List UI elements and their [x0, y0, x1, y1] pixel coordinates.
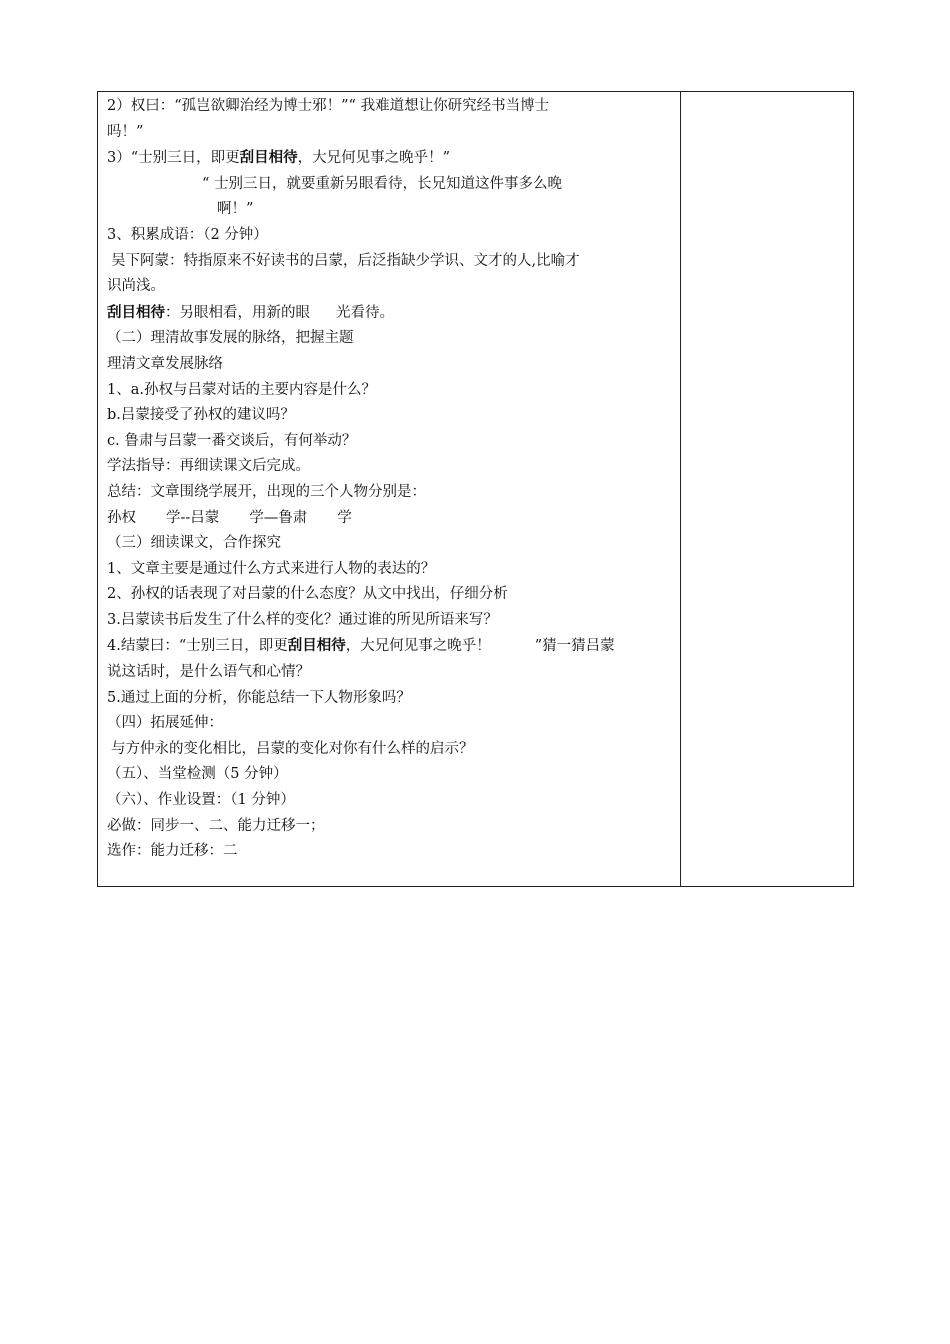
- text-span: 学: [337, 509, 352, 526]
- text-span: 孙权: [107, 509, 136, 526]
- text-line: 识尚浅。: [107, 278, 165, 295]
- text-line: 理清文章发展脉络: [107, 355, 223, 372]
- text-line: （三）细读课文，合作探究: [107, 535, 281, 552]
- text-span: ：另眼相看，用新的眼: [165, 304, 310, 321]
- text-line: b.吕蒙接受了孙权的建议吗？: [107, 407, 295, 424]
- text-line: [107, 300, 672, 327]
- idiom-term: 刮目相待: [107, 303, 165, 321]
- text-line: 3、积累成语：（2 分钟）: [107, 226, 268, 243]
- text-line: 啊！”: [217, 201, 254, 218]
- text-span: 学--吕蒙: [166, 509, 220, 526]
- text-line: [107, 145, 672, 172]
- text-span: 3）“士别三日，即更: [107, 150, 240, 167]
- text-span: 学—鲁肃: [249, 509, 308, 526]
- text-line: 2）权曰：“孤岂欲卿治经为博士邪！”“ 我难道想让你研究经书当博士: [107, 98, 550, 114]
- text-line: （六）、作业设置：（1 分钟）: [107, 792, 295, 809]
- text-line: 选作：能力迁移：二: [107, 843, 238, 860]
- text-line: c. 鲁肃与吕蒙一番交谈后，有何举动？: [107, 432, 357, 449]
- content-cell: [98, 92, 681, 887]
- text-line: “ 士别三日，就要重新另眼看待，长兄知道这件事多么晚: [202, 175, 563, 192]
- text-line: 吴下阿蒙：特指原来不好读书的吕蒙，后泛指缺少学识、文才的人,比喻才: [111, 252, 580, 269]
- text-line: 学法指导：再细读课文后完成。: [107, 458, 310, 475]
- text-span: 光看待。: [336, 304, 394, 321]
- text-line: 必做：同步一、二、能力迁移一；: [107, 817, 325, 834]
- text-line: 5.通过上面的分析，你能总结一下人物形象吗？: [107, 689, 411, 706]
- lesson-table: [97, 91, 854, 887]
- text-line: 说这话时，是什么语气和心情？: [107, 664, 310, 681]
- text-line: 总结：文章围绕学展开，出现的三个人物分别是：: [107, 483, 426, 500]
- text-span: ，大兄何见事之晚乎！: [345, 638, 491, 655]
- text-line: 2、孙权的话表现了对吕蒙的什么态度？从文中找出，仔细分析: [107, 586, 508, 603]
- text-line: 3.吕蒙读书后发生了什么样的变化？通过谁的所见所语来写？: [107, 611, 498, 628]
- text-span: ，大兄何见事之晚乎！”: [297, 150, 451, 167]
- idiom-term: 刮目相待: [239, 149, 298, 167]
- text-line: 吗！”: [107, 123, 144, 140]
- text-line: （四）拓展延伸：: [107, 715, 223, 732]
- text-line: 1、文章主要是通过什么方式来进行人物的表达的？: [107, 560, 436, 577]
- text-line: [107, 633, 672, 660]
- text-line: 与方仲永的变化相比，吕蒙的变化对你有什么样的启示？: [111, 740, 474, 757]
- notes-cell: [681, 92, 854, 887]
- text-line: （五）、当堂检测（5 分钟）: [107, 766, 288, 783]
- text-line: [107, 506, 672, 532]
- text-line: （二）理清故事发展的脉络，把握主题: [107, 330, 354, 347]
- idiom-term: 刮目相待: [287, 637, 346, 655]
- text-span: 4.结蒙曰：“士别三日，即更: [107, 638, 288, 655]
- lesson-text: [98, 92, 680, 865]
- text-line: 1、a.孙权与吕蒙对话的主要内容是什么？: [107, 381, 376, 398]
- text-span: ”猜一猜吕蒙: [534, 638, 615, 655]
